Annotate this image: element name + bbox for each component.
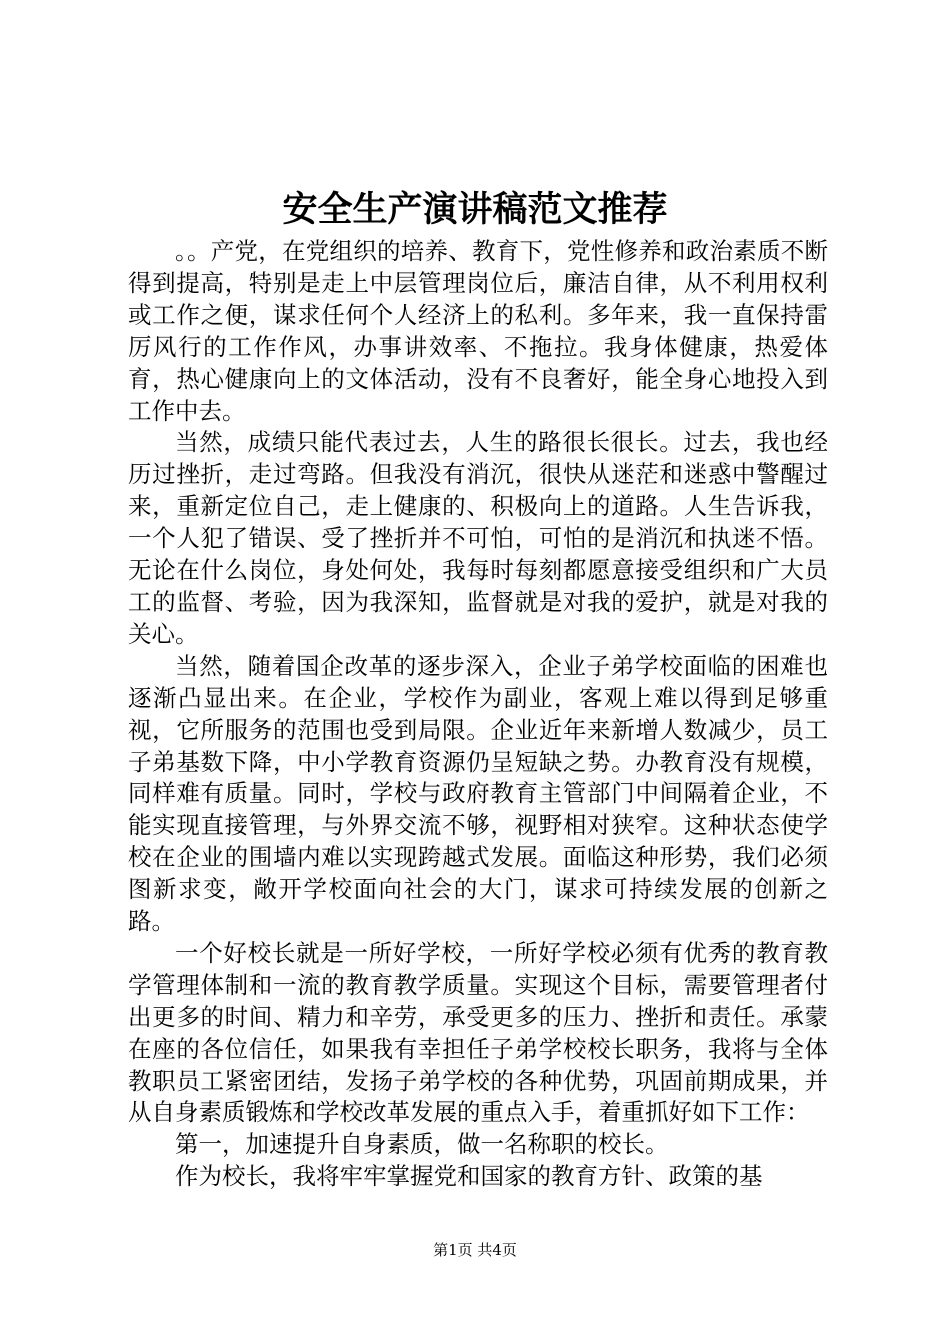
page-number-footer: 第1页 共4页 bbox=[433, 1241, 517, 1259]
document-title: 安全生产演讲稿范文推荐 bbox=[282, 189, 668, 230]
body-paragraph: 作为校长，我将牢牢掌握党和国家的教育方针、政策的基 bbox=[175, 1162, 763, 1191]
body-paragraph: 第一，加速提升自身素质，做一名称职的校长。 bbox=[175, 1130, 669, 1159]
body-paragraph: 当然，成绩只能代表过去，人生的路很长很长。过去，我也经历过挫折，走过弯路。但我没有消沉，很快从迷茫和迷惑中警醒过来，重新定位自己，走上健康的、积极向上的道路。人生告诉我，一个人犯了错误、受了挫折并不可怕，可怕的是消沉和执迷不悟。无论在什么岗位，身处何处，我每时每刻都愿意接受组织和广大员工的监督、考验，因为我深知，监督就是对我的爱护，就是对我的关心。 bbox=[128, 428, 828, 648]
document-body bbox=[128, 236, 828, 1193]
body-paragraph: 。。产党，在党组织的培养、教育下，党性修养和政治素质不断得到提高，特别是走上中层管理岗位后，廉洁自律，从不利用权利或工作之便，谋求任何个人经济上的私利。多年来，我一直保持雷厉风行的工作作风，办事讲效率、不拖拉。我身体健康，热爱体育，热心健康向上的文体活动，没有不良奢好，能全身心地投入到工作中去。 bbox=[128, 237, 828, 425]
body-paragraph: 当然，随着国企改革的逐步深入，企业子弟学校面临的困难也逐渐凸显出来。在企业，学校作为副业，客观上难以得到足够重视，它所服务的范围也受到局限。企业近年来新增人数减少，员工子弟基数下降，中小学教育资源仍呈短缺之势。办教育没有规模，同样难有质量。同时，学校与政府教育主管部门中间隔着企业，不能实现直接管理，与外界交流不够，视野相对狭窄。这种状态使学校在企业的围墙内难以实现跨越式发展。面临这种形势，我们必须图新求变，敞开学校面向社会的大门，谋求可持续发展的创新之路。 bbox=[128, 651, 828, 936]
body-paragraph: 一个好校长就是一所好学校，一所好学校必须有优秀的教育教学管理体制和一流的教育教学质量。实现这个目标，需要管理者付出更多的时间、精力和辛劳，承受更多的压力、挫折和责任。承蒙在座的各位信任，如果我有幸担任子弟学校校长职务，我将与全体教职员工紧密团结，发扬子弟学校的各种优势，巩固前期成果，并从自身素质锻炼和学校改革发展的重点入手，着重抓好如下工作： bbox=[128, 938, 828, 1127]
